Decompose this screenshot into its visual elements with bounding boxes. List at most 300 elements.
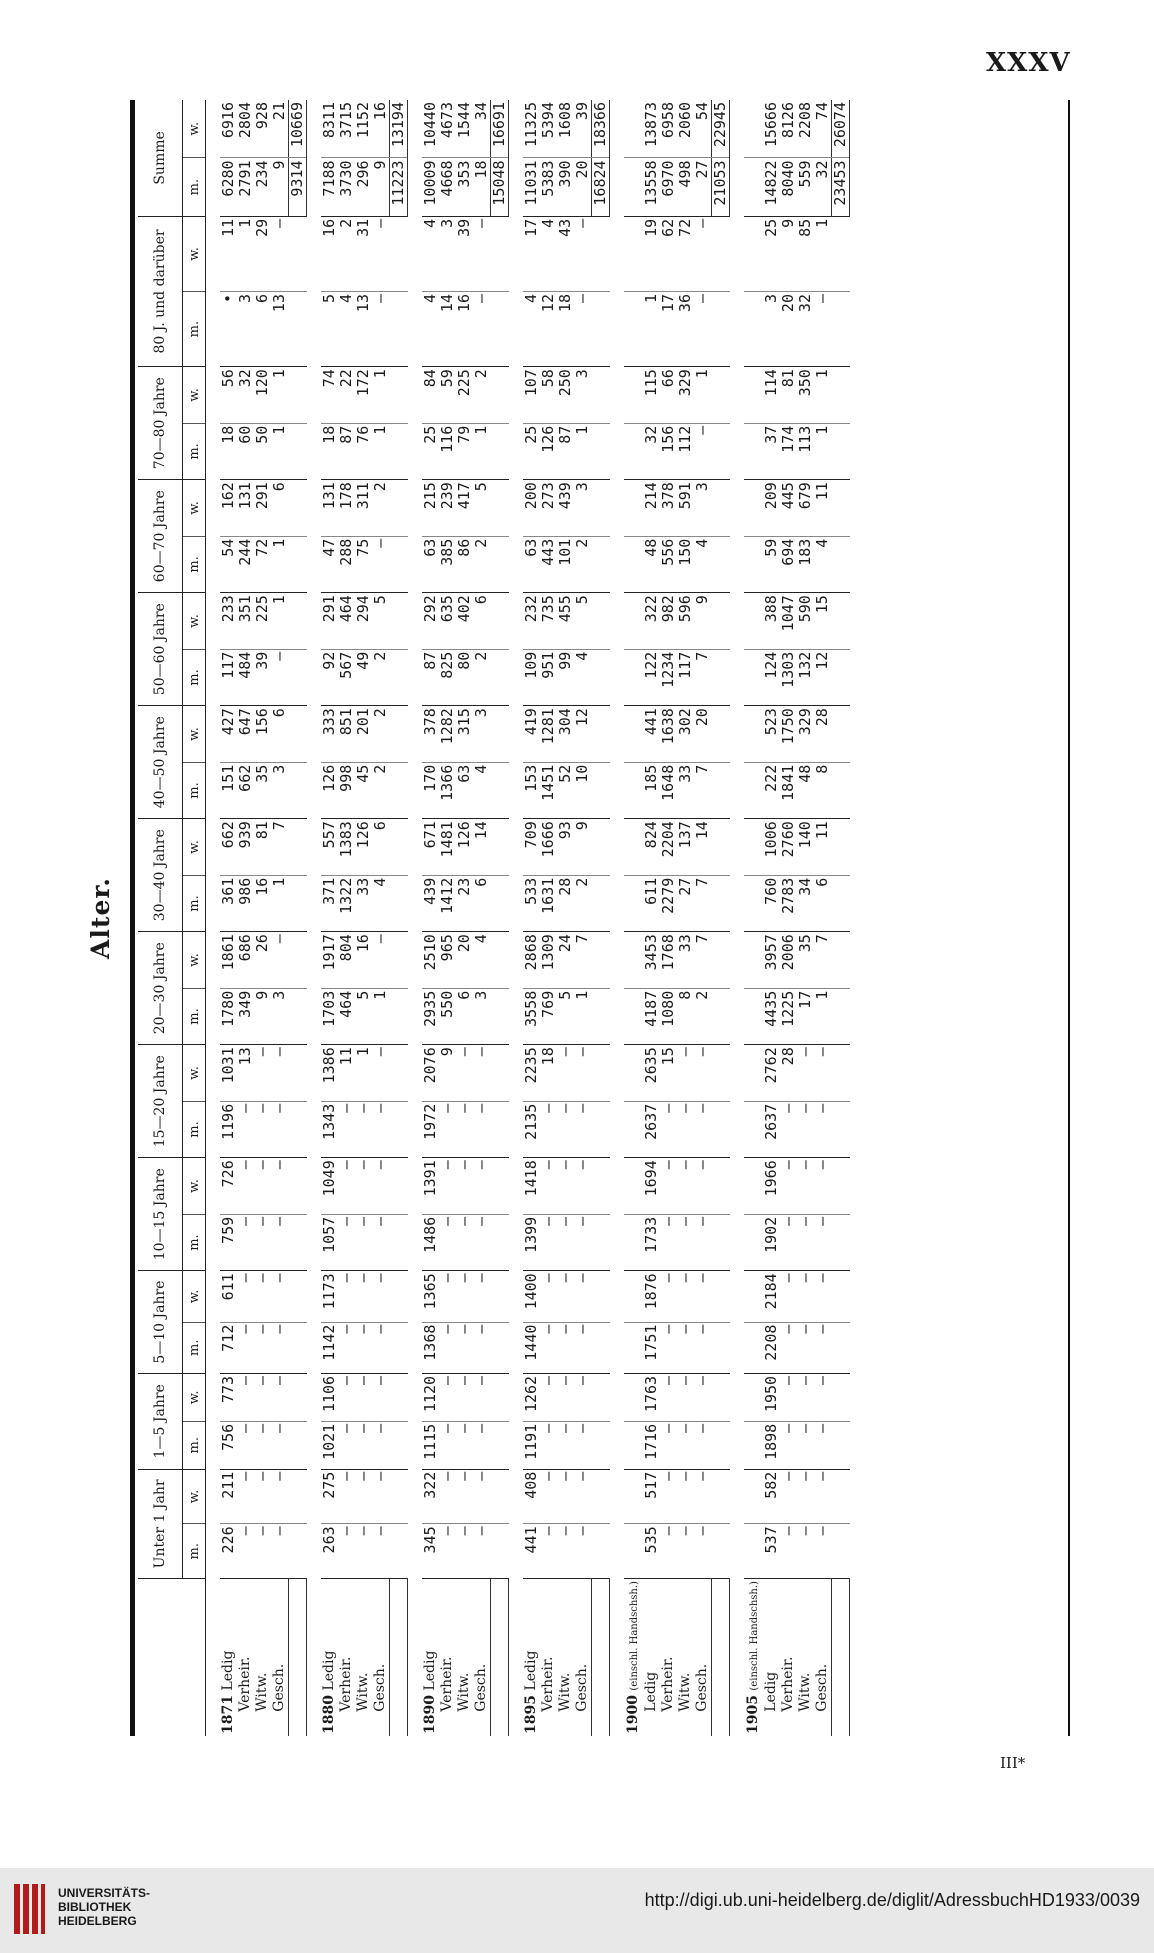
sub-header-male: m. — [183, 1421, 206, 1469]
table-cell: 15666 — [763, 100, 780, 158]
table-cell: 14 — [473, 819, 491, 876]
table-cell: 115 — [643, 367, 660, 424]
table-cell: 2635 — [643, 1045, 660, 1102]
empty-cell — [744, 1271, 763, 1322]
table-cell: — — [660, 1469, 677, 1524]
table-cell: 126 — [456, 819, 473, 876]
table-cell: — — [439, 1524, 456, 1579]
table-row — [338, 100, 355, 1736]
table-row — [422, 100, 439, 1736]
table-cell: 32 — [814, 158, 832, 216]
table-cell: — — [254, 1373, 271, 1421]
empty-cell — [289, 292, 307, 367]
total-label-cell — [390, 1579, 408, 1736]
table-cell: 92 — [321, 649, 338, 706]
empty-cell — [712, 367, 730, 424]
table-cell: — — [338, 1271, 355, 1322]
table-cell: 9 — [694, 593, 712, 650]
table-cell: 116 — [439, 423, 456, 480]
table-cell: 998 — [338, 762, 355, 819]
table-cell: 1006 — [763, 819, 780, 876]
empty-cell — [390, 988, 408, 1045]
table-cell: 385 — [439, 536, 456, 593]
empty-cell — [491, 706, 509, 763]
empty-cell — [744, 932, 763, 989]
row-label — [422, 1579, 439, 1736]
table-cell: — — [780, 1373, 797, 1421]
table-cell: 16 — [456, 292, 473, 367]
table-row — [763, 100, 780, 1736]
status-label: Ledig — [220, 1650, 236, 1691]
table-cell: — — [677, 1214, 694, 1271]
table-cell: 54 — [694, 100, 712, 158]
empty-cell — [491, 423, 509, 480]
table-cell: 3 — [439, 216, 456, 291]
table-cell: 851 — [338, 706, 355, 763]
table-cell: 74 — [814, 100, 832, 158]
table-cell: — — [237, 1373, 254, 1421]
empty-cell — [832, 1158, 850, 1215]
table-cell: 10 — [574, 762, 592, 819]
empty-cell — [744, 1524, 763, 1579]
table-cell: 533 — [523, 875, 540, 932]
sub-header-row — [183, 100, 206, 1736]
empty-cell — [712, 1214, 730, 1271]
table-cell: 3 — [574, 367, 592, 424]
table-cell: 209 — [763, 480, 780, 537]
empty-cell — [624, 1101, 643, 1158]
empty-cell — [491, 480, 509, 537]
table-cell: 74 — [321, 367, 338, 424]
table-row — [814, 100, 832, 1736]
table-cell: 25 — [763, 216, 780, 291]
total-row — [592, 100, 610, 1736]
table-cell: — — [694, 1524, 712, 1579]
row-label — [763, 1579, 780, 1736]
library-name-line: UNIVERSITÄTS- — [58, 1886, 151, 1900]
table-cell: 6280 — [220, 158, 237, 216]
empty-cell — [592, 649, 610, 706]
year-note: (einschl. Handschsh.) — [748, 1581, 760, 1691]
table-cell: 6958 — [660, 100, 677, 158]
table-cell: 3 — [574, 480, 592, 537]
table-cell: 556 — [660, 536, 677, 593]
empty-cell — [624, 1322, 643, 1373]
column-group-header: Summe — [138, 100, 183, 216]
table-cell: 33 — [355, 875, 372, 932]
table-cell: — — [254, 1271, 271, 1322]
empty-cell — [744, 706, 763, 763]
table-cell: 27 — [694, 158, 712, 216]
table-cell: — — [271, 1101, 289, 1158]
table-cell: 222 — [763, 762, 780, 819]
empty-cell — [390, 1373, 408, 1421]
table-cell: 170 — [422, 762, 439, 819]
table-row — [523, 100, 540, 1736]
table-cell: 760 — [763, 875, 780, 932]
table-cell: 2762 — [763, 1045, 780, 1102]
table-cell: 29 — [254, 216, 271, 291]
table-cell: 408 — [523, 1469, 540, 1524]
table-cell: 2637 — [643, 1101, 660, 1158]
empty-cell — [289, 480, 307, 537]
empty-cell — [744, 1214, 763, 1271]
table-cell: — — [473, 216, 491, 291]
table-cell: 5 — [557, 988, 574, 1045]
table-cell: 211 — [220, 1469, 237, 1524]
table-cell: 2184 — [763, 1271, 780, 1322]
empty-cell — [624, 1469, 643, 1524]
spacer-cell — [509, 100, 524, 1736]
table-row — [660, 100, 677, 1736]
table-cell: 1966 — [763, 1158, 780, 1215]
table-cell: 81 — [780, 367, 797, 424]
empty-cell — [592, 819, 610, 876]
table-cell: 50 — [254, 423, 271, 480]
source-url-link[interactable]: http://digi.ub.uni-heidelberg.de/diglit/AdressbuchHD1933/0039 — [644, 1890, 1140, 1910]
row-label — [814, 1579, 832, 1736]
column-group-header: 1—5 Jahre — [138, 1373, 183, 1469]
sub-header-female: w. — [183, 593, 206, 650]
table-cell: 679 — [797, 480, 814, 537]
table-cell: — — [814, 1045, 832, 1102]
age-statistics-table — [138, 100, 850, 1736]
table-cell: 1902 — [763, 1214, 780, 1271]
table-cell: 263 — [321, 1524, 338, 1579]
table-cell: 85 — [797, 216, 814, 291]
table-row — [271, 100, 289, 1736]
table-cell: 986 — [237, 875, 254, 932]
status-label: Verheir. — [338, 1656, 354, 1712]
table-cell: 81 — [254, 819, 271, 876]
table-cell: 35 — [254, 762, 271, 819]
empty-cell — [289, 593, 307, 650]
table-cell: 124 — [763, 649, 780, 706]
table-cell: — — [780, 1322, 797, 1373]
table-cell: — — [677, 1101, 694, 1158]
table-cell: 824 — [643, 819, 660, 876]
table-cell: — — [780, 1271, 797, 1322]
table-cell: — — [660, 1421, 677, 1469]
table-cell: 557 — [321, 819, 338, 876]
table-cell: — — [271, 1158, 289, 1215]
table-cell: 2804 — [237, 100, 254, 158]
table-cell: 13558 — [643, 158, 660, 216]
table-cell: 686 — [237, 932, 254, 989]
table-cell: 5 — [574, 593, 592, 650]
table-cell: 4 — [694, 536, 712, 593]
empty-cell — [289, 649, 307, 706]
table-cell: 4 — [814, 536, 832, 593]
table-cell: — — [254, 1214, 271, 1271]
empty-cell — [624, 988, 643, 1045]
table-cell: — — [797, 1469, 814, 1524]
table-cell: — — [456, 1214, 473, 1271]
sub-header-male: m. — [183, 988, 206, 1045]
table-cell: 1309 — [540, 932, 557, 989]
table-cell: 590 — [797, 593, 814, 650]
table-cell: — — [694, 1045, 712, 1102]
table-cell: 6 — [456, 988, 473, 1045]
table-cell: 3 — [473, 706, 491, 763]
table-cell: — — [338, 1469, 355, 1524]
table-cell: 1120 — [422, 1373, 439, 1421]
table-cell: 58 — [540, 367, 557, 424]
table-cell: — — [814, 292, 832, 367]
table-cell: 60 — [237, 423, 254, 480]
table-cell: 371 — [321, 875, 338, 932]
table-cell: 3730 — [338, 158, 355, 216]
column-group-header: 30—40 Jahre — [138, 819, 183, 932]
table-cell: 2208 — [797, 100, 814, 158]
table-cell: 982 — [660, 593, 677, 650]
table-cell: 8 — [677, 988, 694, 1045]
table-cell: — — [540, 1322, 557, 1373]
total-male: 9314 — [289, 158, 307, 216]
table-cell: 378 — [660, 480, 677, 537]
empty-cell — [390, 932, 408, 989]
status-label: Ledig — [321, 1650, 337, 1691]
table-cell: 591 — [677, 480, 694, 537]
table-cell: 1876 — [643, 1271, 660, 1322]
empty-cell — [624, 100, 643, 158]
status-label: Ledig — [523, 1650, 539, 1691]
year-label: 1900 — [624, 1695, 641, 1734]
table-cell: 1703 — [321, 988, 338, 1045]
empty-cell — [712, 536, 730, 593]
table-cell: 16 — [355, 932, 372, 989]
table-cell: 3 — [271, 988, 289, 1045]
table-cell: — — [694, 1214, 712, 1271]
table-cell: 239 — [439, 480, 456, 537]
empty-cell — [390, 480, 408, 537]
empty-cell — [491, 367, 509, 424]
empty-cell — [832, 1469, 850, 1524]
table-cell: 1 — [814, 216, 832, 291]
empty-cell — [624, 1158, 643, 1215]
empty-cell — [390, 423, 408, 480]
table-cell: 32 — [237, 367, 254, 424]
table-cell: 2235 — [523, 1045, 540, 1102]
block-spacer — [610, 100, 625, 1736]
empty-cell — [390, 762, 408, 819]
total-male: 15048 — [491, 158, 509, 216]
table-cell: — — [574, 1421, 592, 1469]
empty-cell — [491, 762, 509, 819]
table-cell: 33 — [677, 762, 694, 819]
empty-cell — [712, 1101, 730, 1158]
rotated-table — [86, 100, 1070, 1736]
table-cell: 5 — [321, 292, 338, 367]
table-cell: 1544 — [456, 100, 473, 158]
table-cell: 117 — [220, 649, 237, 706]
table-cell: — — [797, 1373, 814, 1421]
table-cell: 3453 — [643, 932, 660, 989]
table-cell: 288 — [338, 536, 355, 593]
table-cell: 9 — [439, 1045, 456, 1102]
year-label: 1905 — [744, 1695, 761, 1734]
table-cell: — — [372, 1322, 390, 1373]
table-cell: — — [473, 1322, 491, 1373]
table-cell: — — [473, 1421, 491, 1469]
table-cell: 1262 — [523, 1373, 540, 1421]
table-cell: 1763 — [643, 1373, 660, 1421]
table-cell: 635 — [439, 593, 456, 650]
empty-cell — [491, 1421, 509, 1469]
status-label: Witw. — [797, 1672, 813, 1712]
table-cell: — — [540, 1271, 557, 1322]
table-cell: 1173 — [321, 1271, 338, 1322]
table-cell: 3715 — [338, 100, 355, 158]
empty-cell — [712, 649, 730, 706]
table-cell: 5 — [355, 988, 372, 1045]
empty-cell — [624, 706, 643, 763]
table-cell: 34 — [797, 875, 814, 932]
table-cell: 1 — [473, 423, 491, 480]
table-cell: 275 — [321, 1469, 338, 1524]
table-cell: 13873 — [643, 100, 660, 158]
table-cell: 214 — [643, 480, 660, 537]
table-cell: — — [814, 1421, 832, 1469]
empty-cell — [832, 706, 850, 763]
table-cell: — — [677, 1158, 694, 1215]
table-cell: — — [540, 1469, 557, 1524]
table-cell: 250 — [557, 367, 574, 424]
empty-cell — [832, 292, 850, 367]
table-cell: 1861 — [220, 932, 237, 989]
row-label — [338, 1579, 355, 1736]
empty-cell — [289, 762, 307, 819]
table-cell: 11325 — [523, 100, 540, 158]
table-cell: 8040 — [780, 158, 797, 216]
empty-cell — [592, 1373, 610, 1421]
empty-cell — [592, 762, 610, 819]
table-cell: — — [677, 1322, 694, 1373]
empty-cell — [712, 988, 730, 1045]
status-label: Verheir. — [780, 1656, 796, 1712]
table-cell: — — [271, 1421, 289, 1469]
empty-cell — [390, 706, 408, 763]
table-cell: 709 — [523, 819, 540, 876]
empty-cell — [744, 292, 763, 367]
table-cell: 378 — [422, 706, 439, 763]
table-cell: — — [372, 1469, 390, 1524]
table-cell: 1638 — [660, 706, 677, 763]
empty-cell — [491, 1214, 509, 1271]
table-cell: 76 — [355, 423, 372, 480]
status-label: Witw. — [557, 1672, 573, 1712]
empty-cell — [390, 1214, 408, 1271]
table-cell: 559 — [797, 158, 814, 216]
table-row — [321, 100, 338, 1736]
sub-header-male: m. — [183, 1214, 206, 1271]
year-heading-row — [624, 100, 643, 1736]
table-cell: 1021 — [321, 1421, 338, 1469]
table-cell: 226 — [220, 1524, 237, 1579]
table-cell: 315 — [456, 706, 473, 763]
table-cell: 23 — [456, 875, 473, 932]
table-cell: — — [557, 1373, 574, 1421]
empty-cell — [832, 367, 850, 424]
table-cell: 7 — [814, 932, 832, 989]
table-cell: 32 — [643, 423, 660, 480]
empty-cell — [289, 1524, 307, 1579]
table-cell: 21 — [271, 100, 289, 158]
empty-cell — [390, 1469, 408, 1524]
table-cell: 48 — [643, 536, 660, 593]
table-cell: 1666 — [540, 819, 557, 876]
table-cell: 4 — [473, 932, 491, 989]
empty-cell — [712, 819, 730, 876]
table-cell: 756 — [220, 1421, 237, 1469]
printer-signature: III* — [1000, 1754, 1026, 1772]
table-cell: 47 — [321, 536, 338, 593]
table-cell: 87 — [557, 423, 574, 480]
table-cell: — — [439, 1158, 456, 1215]
status-label: Witw. — [677, 1672, 693, 1712]
table-cell: 3957 — [763, 932, 780, 989]
table-cell: 1481 — [439, 819, 456, 876]
table-cell: 694 — [780, 536, 797, 593]
table-cell: 517 — [643, 1469, 660, 1524]
table-cell: 33 — [677, 932, 694, 989]
row-label — [574, 1579, 592, 1736]
table-cell: — — [694, 1373, 712, 1421]
table-cell: — — [574, 216, 592, 291]
table-cell: 1418 — [523, 1158, 540, 1215]
status-label: Verheir. — [660, 1656, 676, 1712]
table-cell: — — [254, 1045, 271, 1102]
table-cell: — — [372, 1045, 390, 1102]
empty-cell — [712, 292, 730, 367]
table-cell: — — [574, 1322, 592, 1373]
table-cell: — — [814, 1469, 832, 1524]
row-label — [254, 1579, 271, 1736]
empty-cell — [289, 1469, 307, 1524]
empty-cell — [289, 1214, 307, 1271]
sub-header-male: m. — [183, 536, 206, 593]
table-cell: 39 — [574, 100, 592, 158]
total-row — [712, 100, 730, 1736]
table-cell: 417 — [456, 480, 473, 537]
empty-cell — [491, 932, 509, 989]
table-cell: 351 — [237, 593, 254, 650]
table-cell: — — [271, 1373, 289, 1421]
total-row — [491, 100, 509, 1736]
table-cell: — — [372, 1373, 390, 1421]
table-cell: 7 — [694, 762, 712, 819]
table-cell: 225 — [254, 593, 271, 650]
table-cell: 4187 — [643, 988, 660, 1045]
table-cell: — — [797, 1158, 814, 1215]
table-cell: 1751 — [643, 1322, 660, 1373]
table-cell: — — [338, 1322, 355, 1373]
status-label: Witw. — [355, 1672, 371, 1712]
table-cell: — — [237, 1214, 254, 1271]
table-cell: — — [355, 1271, 372, 1322]
table-cell: 1 — [372, 988, 390, 1045]
table-cell: 11 — [814, 480, 832, 537]
table-cell: 1 — [271, 367, 289, 424]
table-cell: 439 — [557, 480, 574, 537]
year-label: 1880 — [321, 1695, 337, 1734]
row-label — [473, 1579, 491, 1736]
status-label: Gesch. — [574, 1663, 590, 1712]
table-cell: 1 — [814, 988, 832, 1045]
table-cell: 1 — [574, 988, 592, 1045]
table-cell: 132 — [797, 649, 814, 706]
table-cell: 1950 — [763, 1373, 780, 1421]
